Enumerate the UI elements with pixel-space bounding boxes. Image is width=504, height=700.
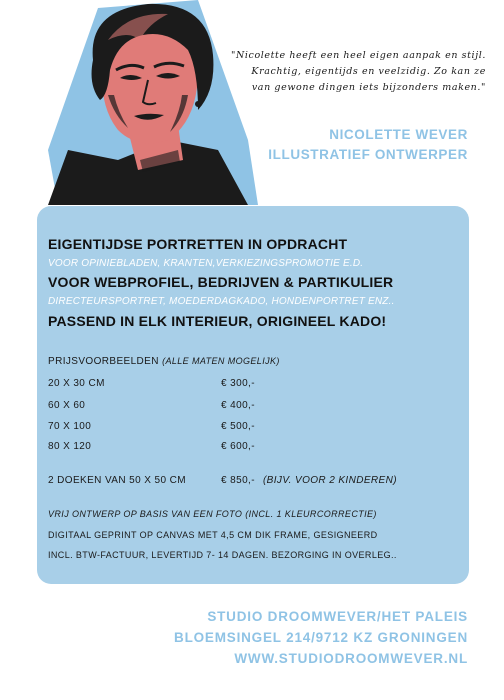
price-value: € 600,- [221,441,255,452]
detail-print: DIGITAAL GEPRINT OP CANVAS MET 4,5 CM DIK FRAME, GESIGNEERD [48,530,378,540]
price-value: € 500,- [221,421,255,432]
price-value: € 850,- [221,475,255,486]
price-size: 80 X 120 [48,441,92,452]
subline-media: VOOR OPINIEBLADEN, KRANTEN,VERKIEZINGSPROMOTIE E.D. [48,258,364,269]
subline-examples: DIRECTEURSPORTRET, MOEDERDAGKADO, HONDENPORTRET ENZ.. [48,296,395,307]
headline-web-profile: VOOR WEBPROFIEL, BEDRIJVEN & PARTIKULIER [48,274,394,290]
contact-footer [174,606,468,669]
price-size: 20 X 30 CM [48,378,105,389]
price-heading: PRIJSVOORBEELDEN [48,356,159,367]
price-examples-heading [48,356,280,367]
price-value: € 300,- [221,378,255,389]
price-size: 60 X 60 [48,400,86,411]
quote-line-1: "Nicolette heeft een heel eigen aanpak en stijl. [231,50,486,61]
price-value: € 400,- [221,400,255,411]
detail-delivery: INCL. BTW-FACTUUR, LEVERTIJD 7- 14 DAGEN. BEZORGING IN OVERLEG.. [48,550,397,560]
artist-name: NICOLETTE WEVER [329,127,468,142]
testimonial-quote [196,48,486,96]
quote-line-2: Krachtig, eigentijds en veelzidig. Zo kan ze [251,66,486,77]
price-heading-note: (ALLE MATEN MOGELIJK) [162,356,280,366]
price-size: 2 DOEKEN VAN 50 X 50 CM [48,475,186,486]
artist-name-block [268,125,468,165]
quote-line-3: van gewone dingen iets bijzonders maken." [251,82,486,93]
studio-address: BLOEMSINGEL 214/9712 KZ GRONINGEN [174,630,468,645]
studio-website[interactable]: WWW.STUDIODROOMWEVER.NL [234,651,468,666]
price-size: 70 X 100 [48,421,92,432]
headline-interior-gift: PASSEND IN ELK INTERIEUR, ORIGINEEL KADO! [48,313,387,329]
price-note: (BIJV. VOOR 2 KINDEREN) [262,475,397,486]
detail-design: VRIJ ONTWERP OP BASIS VAN EEN FOTO (INCL. 1 KLEURCORRECTIE) [48,509,377,519]
studio-name: STUDIO DROOMWEVER/HET PALEIS [207,609,468,624]
artist-title: ILLUSTRATIEF ONTWERPER [268,147,468,162]
headline-portraits: EIGENTIJDSE PORTRETTEN IN OPDRACHT [48,236,348,252]
price-value-combo [221,475,397,486]
portrait-illustration [48,0,258,205]
